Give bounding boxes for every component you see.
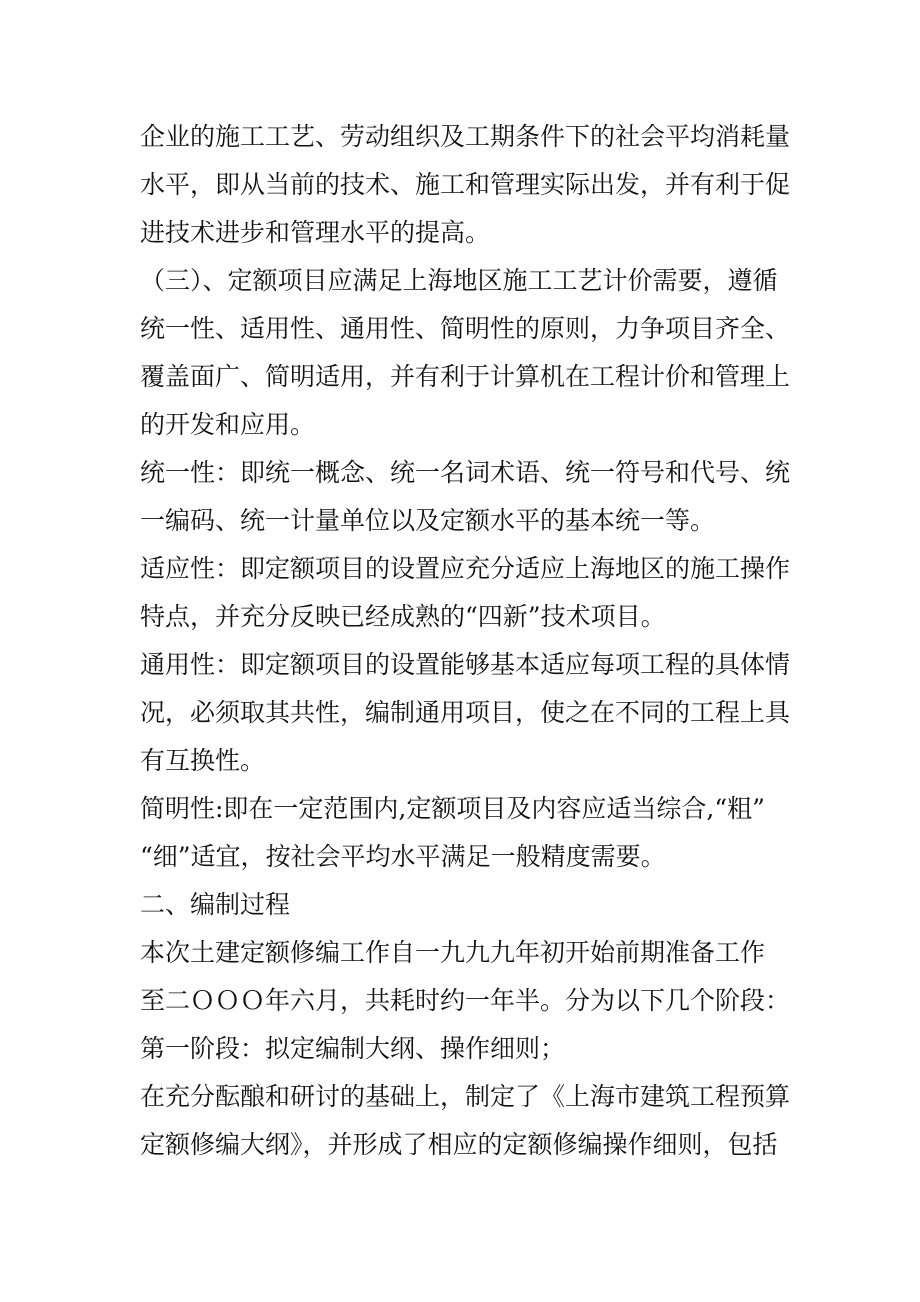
- text-line: 适应性：即定额项目的设置应充分适应上海地区的施工操作: [140, 554, 791, 583]
- text-line: 定额修编大纲》，并形成了相应的定额修编操作细则，包括: [140, 1130, 778, 1159]
- text-line: 第一阶段：拟定编制大纲、操作细则；: [140, 1034, 566, 1063]
- text-line: 本次土建定额修编工作自一九九九年初开始前期准备工作: [140, 938, 766, 967]
- text-line: 一编码、统一计量单位以及定额水平的基本统一等。: [140, 506, 716, 535]
- text-line: 企业的施工工艺、劳动组织及工期条件下的社会平均消耗量: [140, 122, 791, 151]
- text-line: 统一性：即统一概念、统一名词术语、统一符号和代号、统: [140, 458, 791, 487]
- text-line: （三）、定额项目应满足上海地区施工工艺计价需要，遵循: [140, 266, 778, 295]
- text-line: 通用性：即定额项目的设置能够基本适应每项工程的具体情: [140, 650, 791, 679]
- text-line: 进技术进步和管理水平的提高。: [140, 218, 491, 247]
- text-line: 在充分酝酿和研讨的基础上，制定了《上海市建筑工程预算: [140, 1082, 791, 1111]
- text-line: 特点，并充分反映已经成熟的“四新”技术项目。: [140, 602, 666, 631]
- text-line: 覆盖面广、简明适用，并有利于计算机在工程计价和管理上: [140, 362, 791, 391]
- text-line: 水平，即从当前的技术、施工和管理实际出发，并有利于促: [140, 170, 791, 199]
- text-line: 统一性、适用性、通用性、简明性的原则，力争项目齐全、: [140, 314, 791, 343]
- text-line: 简明性:即在一定范围内,定额项目及内容应适当综合,“粗”: [140, 794, 765, 823]
- text-line: 至二ＯＯＯ年六月，共耗时约一年半。分为以下几个阶段：: [140, 986, 791, 1015]
- text-line: 的开发和应用。: [140, 410, 316, 439]
- text-line: “细”适宜，按社会平均水平满足一般精度需要。: [140, 842, 666, 871]
- text-line: 有互换性。: [140, 746, 266, 775]
- text-line: 况，必须取其共性，编制通用项目，使之在不同的工程上具: [140, 698, 791, 727]
- section-heading: 二、编制过程: [140, 890, 291, 919]
